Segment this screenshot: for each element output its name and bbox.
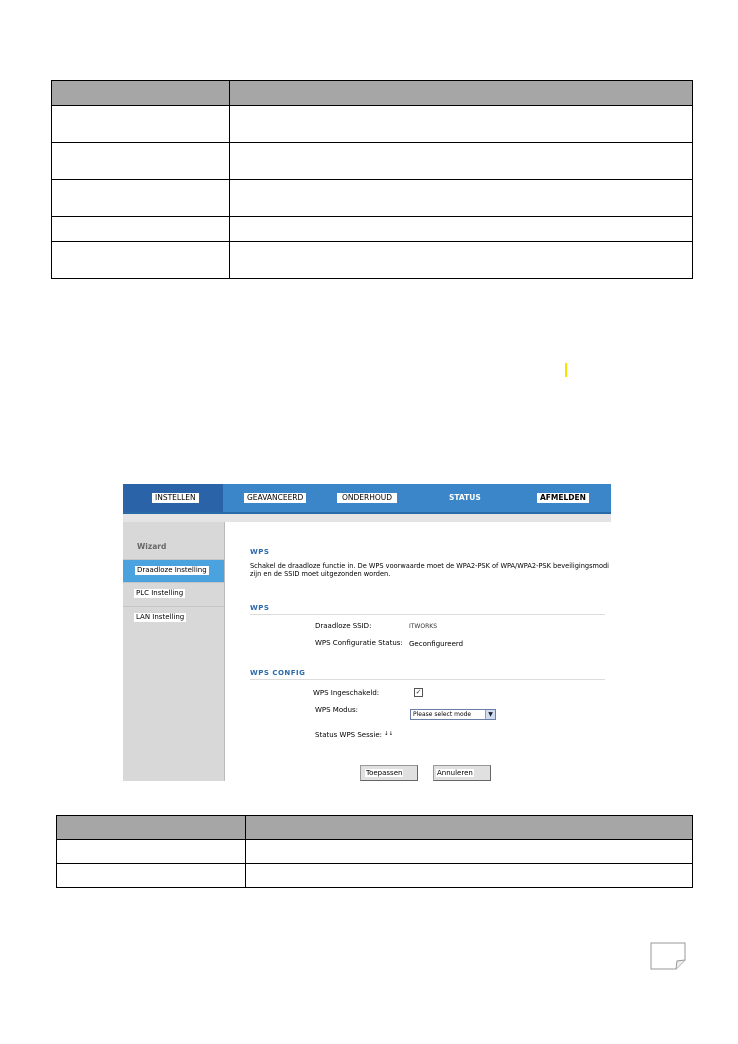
table-row xyxy=(52,143,693,180)
table-row xyxy=(57,864,693,888)
section-divider xyxy=(250,614,605,615)
table-header-row xyxy=(52,81,693,106)
wps-mode-label: WPS Modus: xyxy=(315,706,359,714)
highlight-mark xyxy=(565,363,567,377)
sub-navigation-bar xyxy=(123,514,611,522)
description-line-1: Schakel de draadloze functie in. De WPS voorwaarde moet de WPA2-PSK of WPA/WPA2-PSK beveiligingsmodi xyxy=(250,562,610,570)
cancel-button[interactable] xyxy=(433,765,491,781)
sidebar-item-label: PLC Instelling xyxy=(136,589,184,597)
config-status-value: Geconfigureerd xyxy=(409,640,464,648)
page-title: WPS xyxy=(250,548,270,556)
wps-enabled-checkbox[interactable]: ✓ xyxy=(415,688,422,696)
table-row xyxy=(52,180,693,217)
sidebar-item-label: LAN Instelling xyxy=(136,613,185,621)
apply-button[interactable] xyxy=(360,765,418,781)
nav-afmelden[interactable]: AFMELDEN xyxy=(537,493,589,503)
sidebar-item-label: Draadloze Instelling xyxy=(137,566,207,574)
sidebar-item-wizard[interactable]: Wizard xyxy=(137,542,167,551)
sidebar xyxy=(123,522,225,781)
page-curl-icon xyxy=(650,942,686,970)
ssid-label: Draadloze SSID: xyxy=(315,622,372,630)
table-row xyxy=(57,840,693,864)
sidebar-item-lan-instelling[interactable] xyxy=(123,606,224,629)
session-status-label: Status WPS Sessie: xyxy=(315,731,382,739)
sidebar-item-draadloze-instelling[interactable] xyxy=(123,559,224,582)
section-divider xyxy=(250,679,605,680)
document-table-1 xyxy=(51,80,693,279)
main-content xyxy=(225,522,611,781)
nav-onderhoud[interactable]: ONDERHOUD xyxy=(337,493,397,503)
nav-status[interactable]: STATUS xyxy=(449,493,481,502)
section-title-wps-config: WPS CONFIG xyxy=(250,669,306,677)
apply-button-label: Toepassen xyxy=(366,769,403,777)
document-table-2 xyxy=(56,815,693,888)
wps-enabled-label: WPS Ingeschakeld: xyxy=(313,689,380,697)
cancel-button-label: Annuleren xyxy=(437,769,473,777)
wps-mode-select[interactable] xyxy=(410,709,496,720)
chevron-down-icon: ▼ xyxy=(485,710,495,719)
config-status-label: WPS Configuratie Status: xyxy=(315,639,403,647)
nav-instellen[interactable]: INSTELLEN xyxy=(152,493,199,503)
wps-mode-selected: Please select mode xyxy=(413,711,472,718)
table-row xyxy=(52,106,693,143)
ssid-value: ITWORKS xyxy=(409,623,438,630)
sidebar-item-plc-instelling[interactable] xyxy=(123,582,224,605)
top-navigation-bar xyxy=(123,484,611,514)
table-row xyxy=(52,242,693,279)
session-status-value: ↓↓ xyxy=(384,731,394,737)
router-ui-screenshot xyxy=(123,484,611,781)
description-line-2: zijn en de SSID moet uitgezonden worden. xyxy=(250,570,391,578)
table-row xyxy=(52,217,693,242)
description-text xyxy=(250,562,611,578)
table-header-row xyxy=(57,816,693,840)
section-title-wps: WPS xyxy=(250,604,270,612)
nav-geavanceerd[interactable]: GEAVANCEERD xyxy=(244,493,306,503)
